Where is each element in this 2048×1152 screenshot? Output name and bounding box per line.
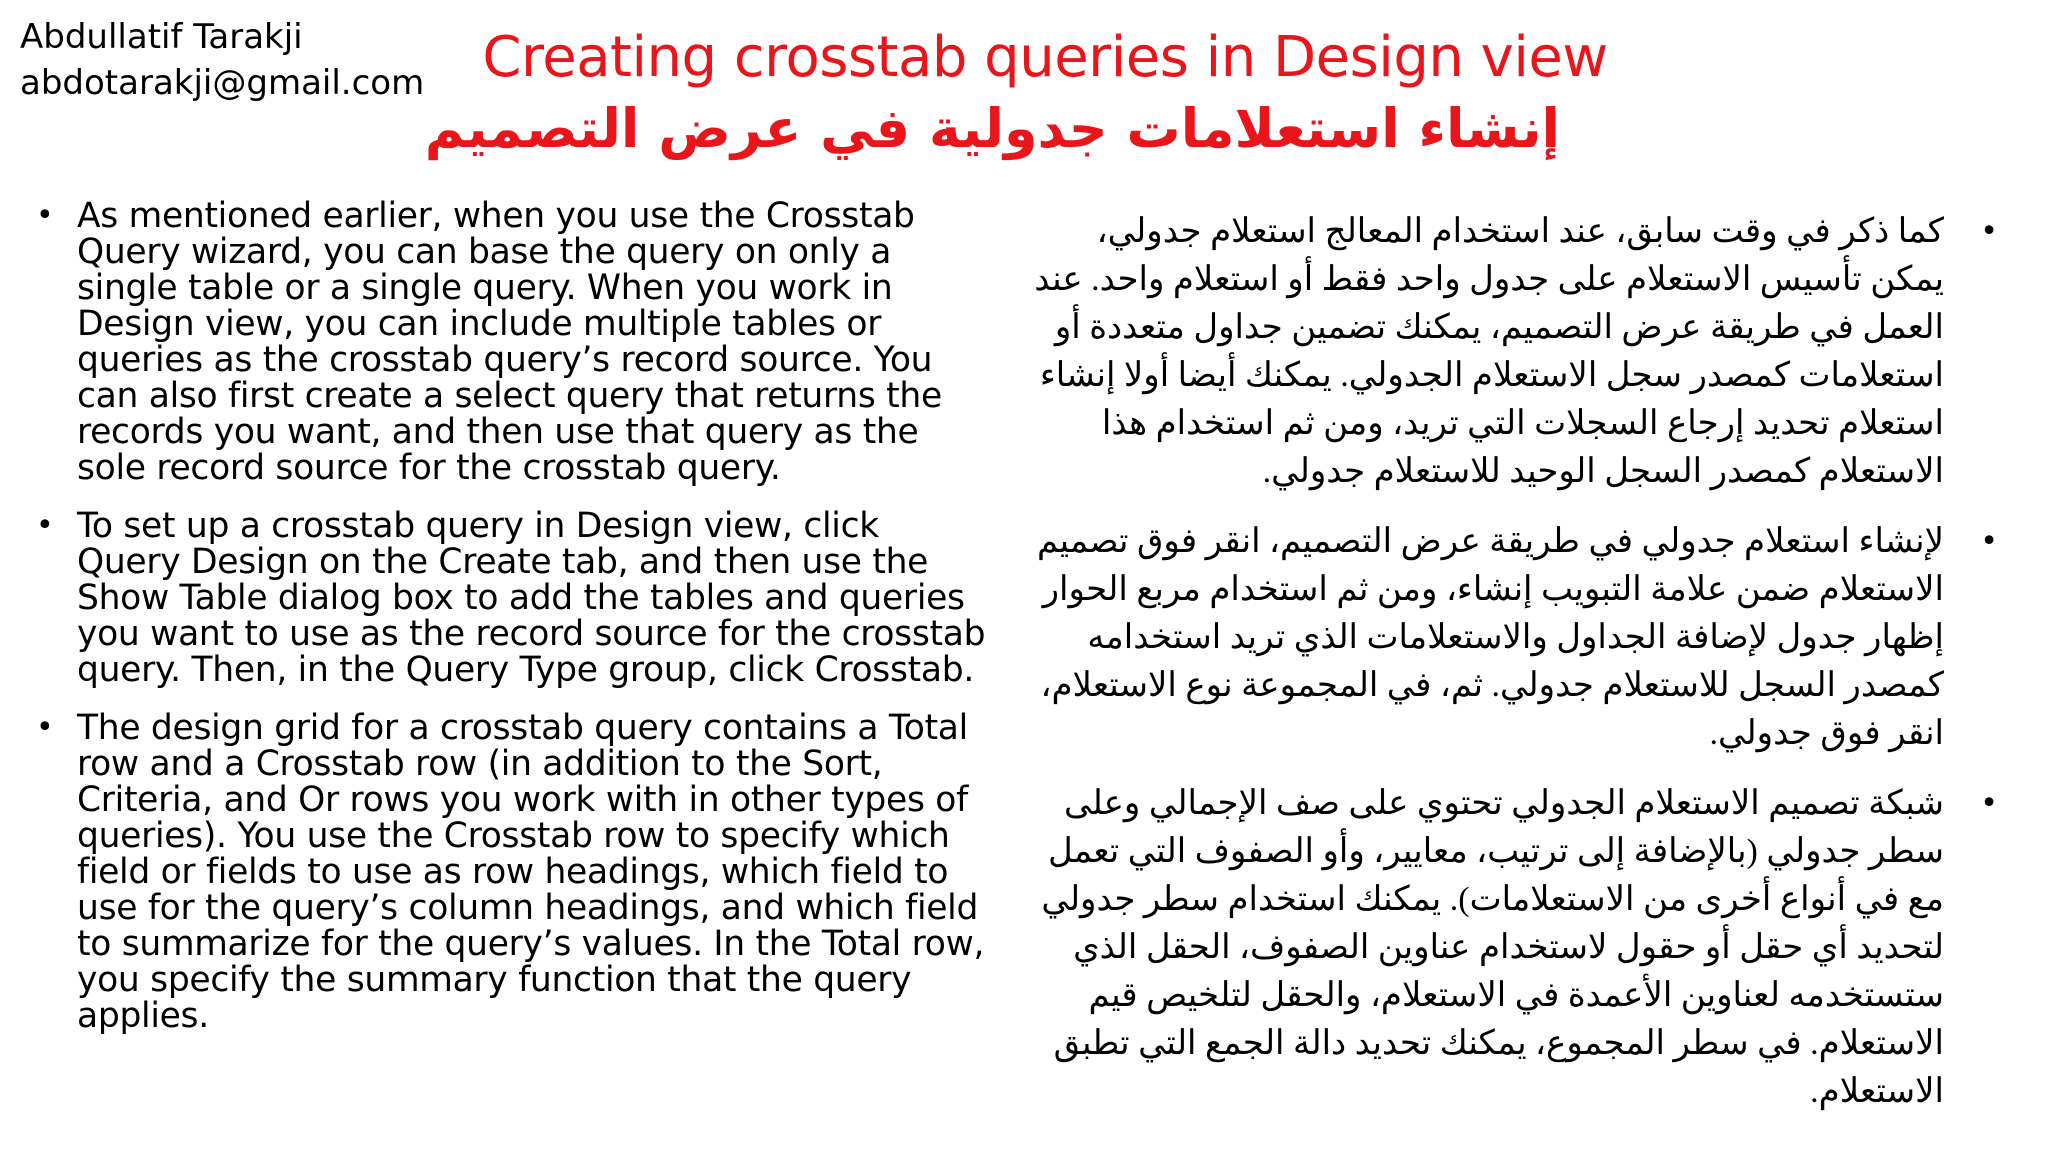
- slide-title-english: Creating crosstab queries in Design view: [482, 25, 1608, 90]
- english-bullet-text: To set up a crosstab query in Design view, click Query Design on the Create tab, and then use the Show Table dialog box to add the tables and queries you want to use as the record source for the crosstab query. Then, in the Query Type group, click Crosstab.: [77, 506, 986, 690]
- author-name: Abdullatif Tarakji: [20, 17, 303, 57]
- arabic-bullet-text: شبكة تصميم الاستعلام الجدولي تحتوي على صف الإجمالي وعلى سطر جدولي (بالإضافة إلى ترتيب، معايير، وأو الصفوف التي تعمل مع في أنواع أخرى من الاستعلامات). يمكنك استخدام سطر جدولي لتحديد أي حقل أو حقول لاستخدام عناوين الصفوف، الحقل الذي ستستخدمه لعناوين الأعمدة في الاستعلام، والحقل لتلخيص قيم الاستعلام. في سطر المجموع، يمكنك تحديد دالة الجمع التي تطبق الاستعلام.: [1041, 785, 1944, 1110]
- english-bullet-text: As mentioned earlier, when you use the Crosstab Query wizard, you can base the query on only a single table or a single query. When you work in Design view, you can include multiple tables or queries as the crosstab query’s record source. You can also first create a select query that returns the records you want, and then use that query as the sole record source for the crosstab query.: [77, 196, 942, 488]
- bullet-icon: •: [36, 508, 54, 543]
- bullet-icon: •: [1980, 786, 1998, 821]
- english-bullet-item: [30, 198, 990, 486]
- arabic-bullet-text: لإنشاء استعلام جدولي في طريقة عرض التصميم، انقر فوق تصميم الاستعلام ضمن علامة التبويب إنشاء، ومن ثم استخدام مربع الحوار إظهار جدول لإضافة الجداول والاستعلامات الذي تريد استخدامه كمصدر السجل للاستعلام جدولي. ثم، في المجموعة نوع الاستعلام، انقر فوق جدولي.: [1036, 523, 1944, 752]
- bullet-icon: •: [36, 710, 54, 745]
- slide-title-arabic: إنشاء استعلامات جدولية في عرض التصميم: [424, 97, 1560, 160]
- english-bullet-item: [30, 508, 990, 688]
- author-email: abdotarakji@gmail.com: [20, 63, 425, 103]
- arabic-bullet-text: كما ذكر في وقت سابق، عند استخدام المعالج استعلام جدولي، يمكن تأسيس الاستعلام على جدول واحد فقط أو استعلام واحد. عند العمل في طريقة عرض التصميم، يمكنك تضمين جداول متعددة أو استعلامات كمصدر سجل الاستعلام الجدولي. يمكنك أيضا أولا إنشاء استعلام تحديد إرجاع السجلات التي تريد، ومن ثم استخدام هذا الاستعلام كمصدر السجل الوحيد للاستعلام جدولي.: [1034, 213, 1944, 490]
- bullet-icon: •: [36, 198, 54, 233]
- english-bullet-item: [30, 710, 990, 1034]
- english-bullet-list: [30, 198, 990, 1056]
- arabic-bullet-item: [1030, 208, 2020, 496]
- arabic-bullet-list: [1030, 208, 2020, 1138]
- english-bullet-text: The design grid for a crosstab query contains a Total row and a Crosstab row (in addition to the Sort, Criteria, and Or rows you work with in other types of queries). You use the Crosstab row to specify which field or fields to use as row headings, which field to use for the query’s column headings, and which field to summarize for the query’s values. In the Total row, you specify the summary function that the query applies.: [77, 708, 985, 1036]
- arabic-bullet-item: [1030, 780, 2020, 1116]
- arabic-bullet-item: [1030, 518, 2020, 758]
- bullet-icon: •: [1980, 214, 1998, 249]
- bullet-icon: •: [1980, 524, 1998, 559]
- author-block: [20, 14, 424, 106]
